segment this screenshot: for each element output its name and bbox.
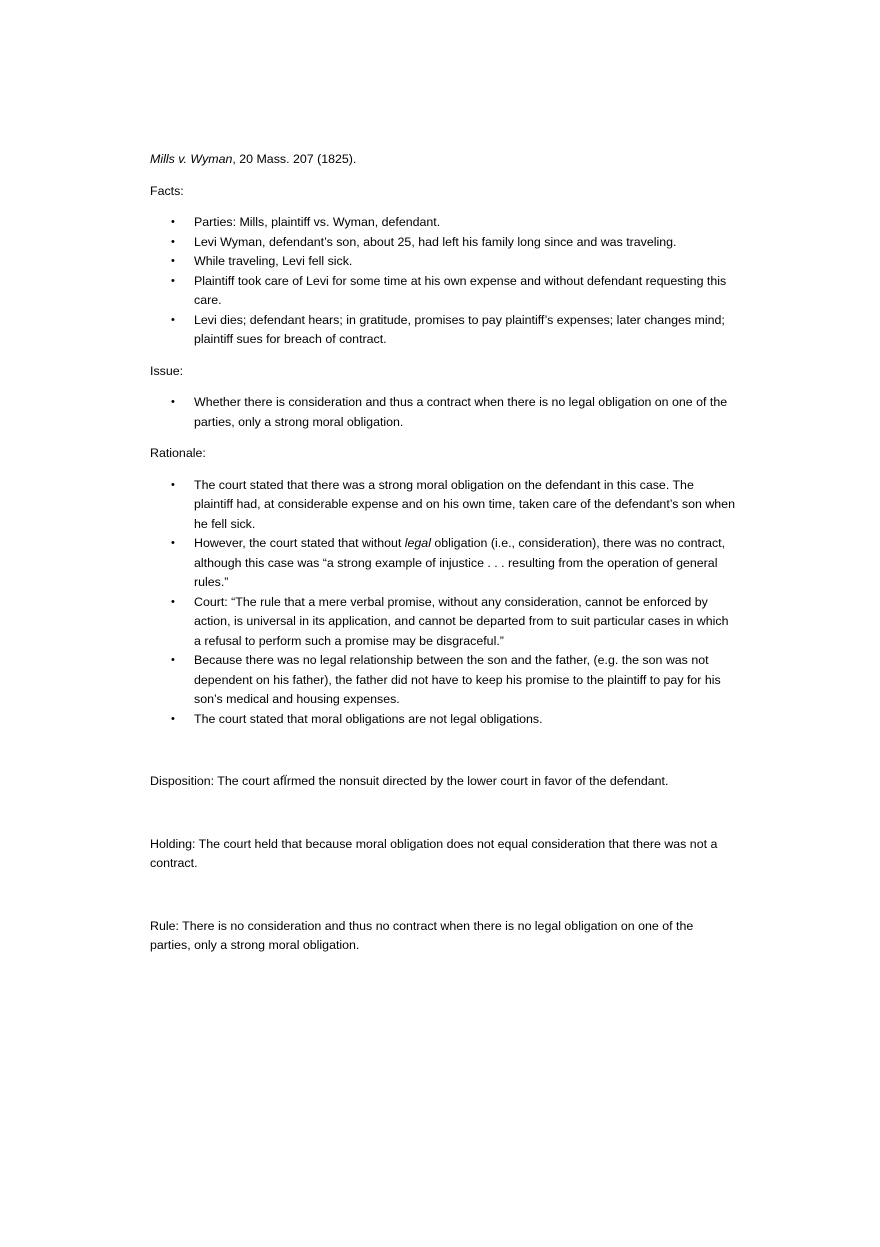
bullet-icon: •	[171, 478, 175, 491]
bullet-icon: •	[171, 216, 175, 228]
case-name: Mills v. Wyman	[150, 152, 233, 166]
case-citation	[150, 150, 735, 170]
spacer	[150, 886, 735, 917]
rationale-item-text: The court stated that there was a strong moral obligation on the defendant in this case. The plaintiff had, at considerable expense and on his own time, taken care of the defendant’s son when he fell sick.	[194, 477, 735, 531]
rationale-item-text: Court: “The rule that a mere verbal promise, without any consideration, cannot be enforced by action, is universal in its application, and cannot be departed from to suit particular cases in which a refusal to perform such a promise may be disgraceful.”	[194, 594, 729, 648]
rule-paragraph: Rule: There is no consideration and thus no contract when there is no legal obligation on one of the parties, only a strong moral obligation.	[150, 918, 694, 952]
bullet-icon: •	[171, 235, 175, 248]
rationale-item-text-pre: However, the court stated that without	[194, 536, 405, 550]
facts-item	[150, 233, 735, 253]
bullet-icon: •	[171, 712, 175, 725]
facts-heading: Facts:	[150, 183, 184, 198]
facts-item	[150, 252, 735, 272]
facts-item-text: Parties: Mills, plaintiff vs. Wyman, defendant.	[194, 215, 441, 229]
spacer	[150, 804, 735, 835]
rationale-item	[150, 476, 735, 535]
case-reporter: , 20 Mass. 207 (1825).	[232, 152, 357, 166]
bullet-icon: •	[171, 595, 175, 608]
facts-item	[150, 272, 735, 311]
bullet-icon: •	[171, 255, 175, 267]
rationale-item-emphasis: legal	[404, 536, 431, 550]
spacer	[150, 741, 735, 772]
bullet-icon: •	[171, 654, 175, 666]
bullet-icon: •	[171, 396, 175, 408]
issue-list	[150, 393, 735, 432]
issue-heading: Issue:	[150, 363, 184, 378]
facts-item-text: Plaintiff took care of Levi for some time at his own expense and without defendant requesting this care.	[194, 273, 727, 307]
issue-item-text: Whether there is consideration and thus a contract when there is no legal obligation on one of the parties, only a strong moral obligation.	[194, 395, 728, 429]
disposition-paragraph: Disposition: The court afÏrmed the nonsuit directed by the lower court in favor of the defendant.	[150, 774, 669, 788]
document-body	[150, 150, 735, 968]
facts-list	[150, 213, 735, 350]
rationale-item-text: Because there was no legal relationship between the son and the father, (e.g. the son was not dependent on his father), the father did not have to keep his promise to the plaintiff to pay for his son’s medical and housing expenses.	[194, 653, 721, 706]
bullet-icon: •	[171, 313, 175, 326]
facts-item-text: Levi dies; defendant hears; in gratitude, promises to pay plaintiff’s expenses; later changes mind; plaintiff sues for breach of contract.	[194, 312, 725, 346]
rationale-item-text-post: obligation (i.e., consideration), there was no contract, although this case was “a strong example of injustice . . . resulting from the operation of general rules.”	[194, 536, 726, 589]
rationale-item	[150, 593, 735, 652]
issue-item	[150, 393, 735, 432]
rationale-item	[150, 534, 735, 593]
rationale-item	[150, 710, 735, 730]
facts-item-text: Levi Wyman, defendant’s son, about 25, had left his family long since and was traveling.	[194, 234, 677, 249]
bullet-icon: •	[171, 537, 175, 549]
rationale-item	[150, 651, 735, 710]
holding-paragraph: Holding: The court held that because moral obligation does not equal consideration that there was not a contract.	[150, 836, 718, 870]
facts-item	[150, 311, 735, 350]
bullet-icon: •	[171, 274, 175, 287]
rationale-list	[150, 476, 735, 730]
facts-item	[150, 213, 735, 233]
facts-item-text: While traveling, Levi fell sick.	[194, 254, 353, 268]
rationale-item-text: The court stated that moral obligations are not legal obligations.	[194, 711, 543, 726]
rationale-heading: Rationale:	[150, 446, 206, 460]
